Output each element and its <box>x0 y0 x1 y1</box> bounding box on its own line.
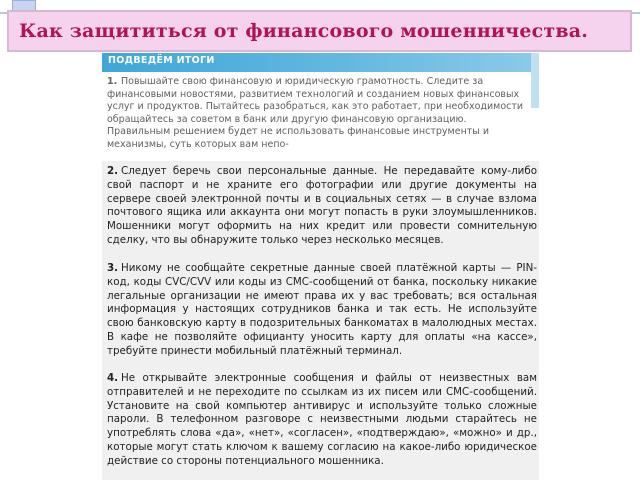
item-text: Никому не сообщайте секретные данные своей платёжной карты — PIN-код, коды CVC/CVV или коды из СМС-сообщений от банка, поскольку никакие легальные организации не имеют права их у вас требовать; вся остальная информация у настоящих сотрудников банка и так есть. Не используйте свою банковскую карту в подозрительных банкоматах в малолюдных местах. В кафе не позволяйте официанту уносить карту для оплаты «на кассе», требуйте принести мобильный платёжный терминал. <box>107 262 537 357</box>
section-header <box>102 53 539 72</box>
item-number: 2. <box>107 165 119 177</box>
page-edge-strip <box>531 53 539 108</box>
page-title: Как защититься от финансового мошенничества. <box>19 20 589 42</box>
list-item <box>107 372 537 468</box>
title-banner <box>7 10 632 52</box>
list-item <box>107 165 537 248</box>
list-item <box>107 262 537 358</box>
section-header-label: ПОДВЕДЁМ ИТОГИ <box>108 55 215 66</box>
item-number: 3. <box>107 262 119 274</box>
item-text: Повышайте свою финансовую и юридическую грамотность. Следите за финансовыми новостями, развитием технологий и созданием новых финансовых услуг и продуктов. Пытайтесь разобраться, как это работает, при необходимости обращайтесь за советом в банк или другую финансовую организацию. Правильным решением будет не использовать финансовые инструменты и механизмы, суть которых вам непо- <box>107 76 524 150</box>
list-item <box>107 76 531 162</box>
highlighted-list <box>102 161 539 480</box>
item-text: Следует беречь свои персональные данные. Не передавайте кому-либо свой паспорт и не храните его фотографии или другие документы на сервере своей электронной почты и в социальных сетях — в случае взлома почтового ящика или аккаунта они могут попасть в руки злоумышленников. Мошенники могут оформить на них кредит или провести сомнительную сделку, что вы обнаружите только через несколько месяцев. <box>107 165 537 246</box>
item-text: Не открывайте электронные сообщения и файлы от неизвестных вам отправителей и не переходите по ссылкам из их писем или СМС-сообщений. Установите на свой компьютер антивирус и используйте только сложные пароли. В телефонном разговоре с неизвестными людьми старайтесь не употреблять слова «да», «нет», «согласен», «подтверждаю», «можно» и др., которые могут стать ключом к вашему согласию на какое-либо юридическое действие со стороны потенциального мошенника. <box>107 372 537 467</box>
item-number: 1. <box>107 76 118 87</box>
textbook-page <box>102 53 539 480</box>
item-number: 4. <box>107 372 119 384</box>
